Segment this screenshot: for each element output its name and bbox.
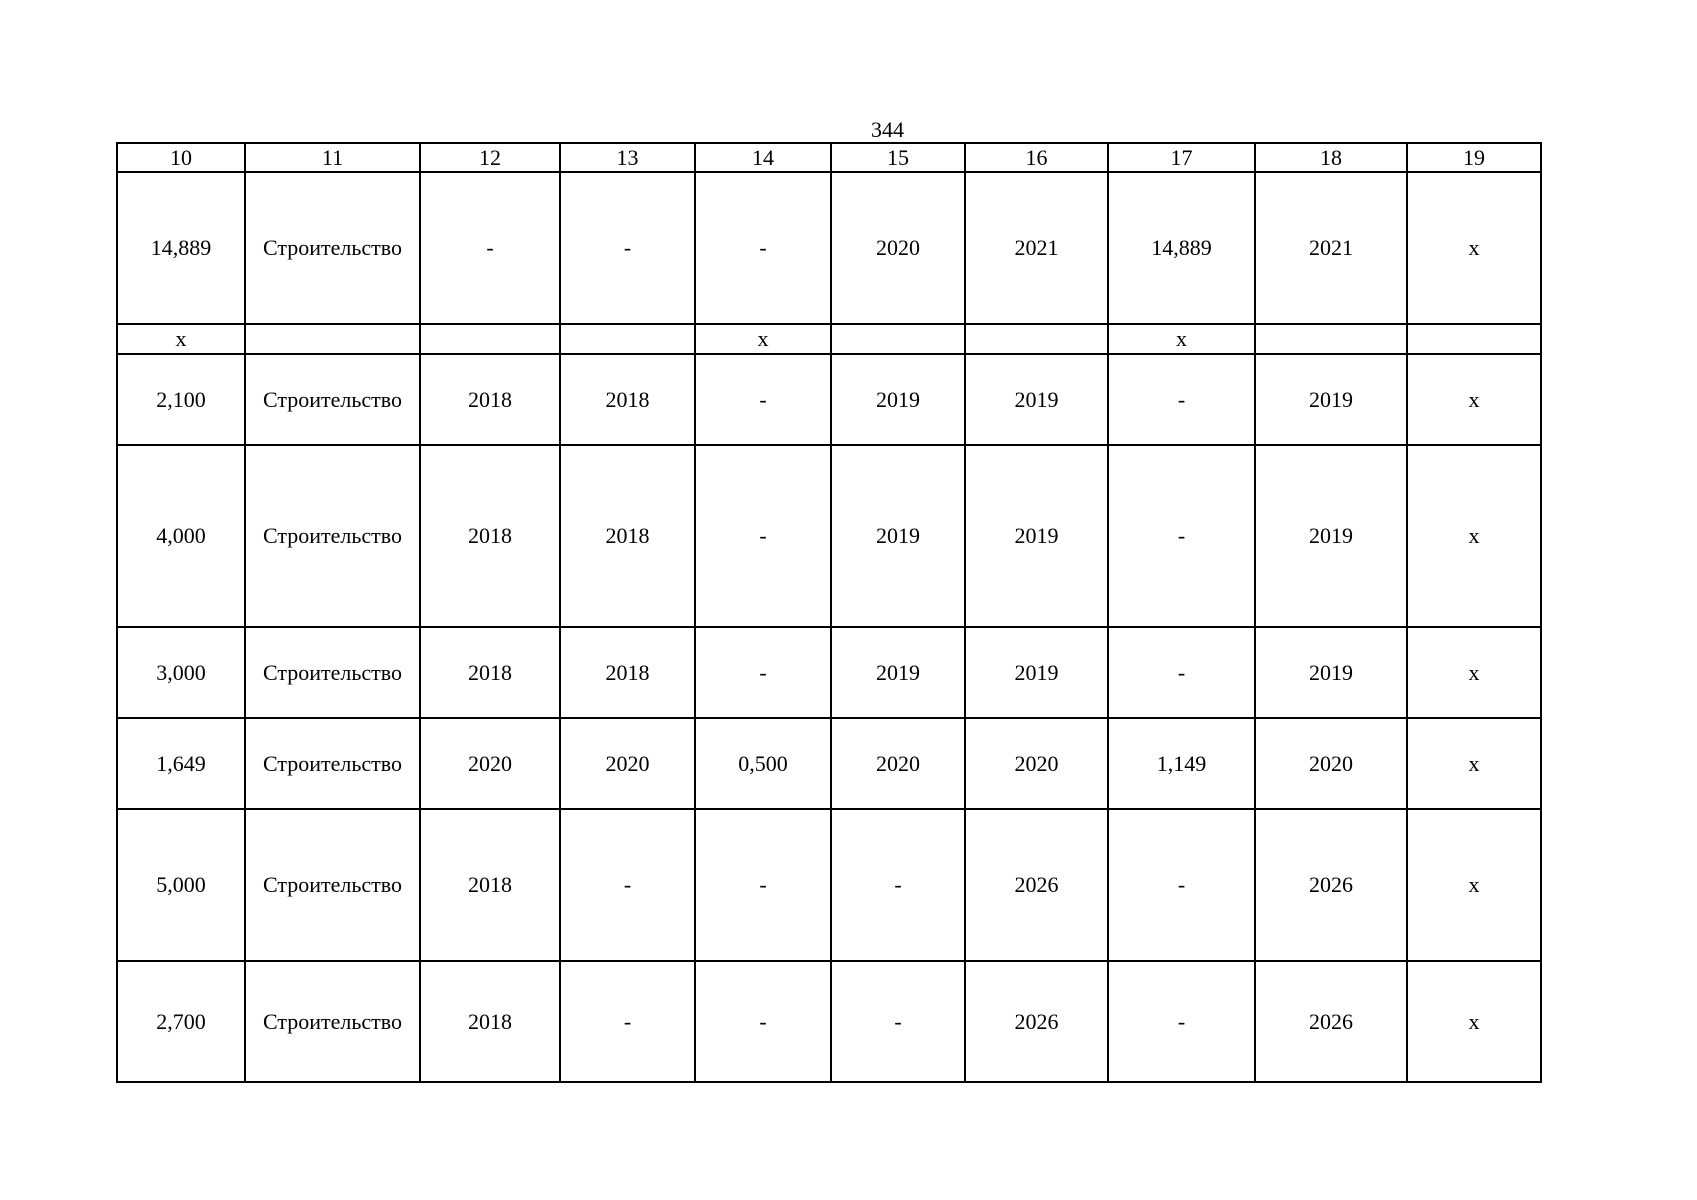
table-cell: - — [831, 809, 965, 961]
table-cell: - — [695, 445, 831, 627]
table-cell: 2019 — [831, 627, 965, 718]
table-cell: 14,889 — [1108, 172, 1255, 324]
table-cell: 2020 — [560, 718, 695, 809]
table-cell: х — [1407, 445, 1541, 627]
table-cell: х — [1407, 354, 1541, 445]
table-cell: 2021 — [965, 172, 1108, 324]
table-cell: 2021 — [1255, 172, 1407, 324]
column-header: 17 — [1108, 143, 1255, 172]
table-cell: - — [695, 961, 831, 1082]
table-cell: Строительство — [245, 445, 420, 627]
table-cell: Строительство — [245, 961, 420, 1082]
table-cell: 2018 — [420, 445, 560, 627]
column-header: 11 — [245, 143, 420, 172]
table-cell: 2026 — [965, 809, 1108, 961]
table-cell: Строительство — [245, 718, 420, 809]
table-cell: 2018 — [420, 961, 560, 1082]
table-cell: 2020 — [1255, 718, 1407, 809]
table-cell: х — [1407, 961, 1541, 1082]
header-row — [117, 143, 1541, 172]
table-row — [117, 354, 1541, 445]
table-cell: х — [1108, 324, 1255, 354]
column-header: 10 — [117, 143, 245, 172]
table-cell: 3,000 — [117, 627, 245, 718]
table-cell: 2019 — [1255, 354, 1407, 445]
table-cell: Строительство — [245, 172, 420, 324]
table-cell: 14,889 — [117, 172, 245, 324]
table-row — [117, 961, 1541, 1082]
table-cell: - — [1108, 445, 1255, 627]
table-cell: - — [560, 809, 695, 961]
table-cell: 5,000 — [117, 809, 245, 961]
table-cell: 0,500 — [695, 718, 831, 809]
table-cell: х — [1407, 809, 1541, 961]
table-cell: 2018 — [560, 445, 695, 627]
table-cell: - — [695, 172, 831, 324]
table-cell: 2020 — [965, 718, 1108, 809]
table-cell: - — [1108, 961, 1255, 1082]
table-cell: 2019 — [831, 354, 965, 445]
table-cell: 2020 — [420, 718, 560, 809]
table-cell: 2019 — [1255, 627, 1407, 718]
table-cell: х — [117, 324, 245, 354]
table-cell: 2019 — [831, 445, 965, 627]
table-cell: 2026 — [965, 961, 1108, 1082]
table-cell: Строительство — [245, 809, 420, 961]
table-cell: 1,149 — [1108, 718, 1255, 809]
table-cell — [245, 324, 420, 354]
table-cell — [560, 324, 695, 354]
table-cell: 2018 — [560, 627, 695, 718]
table-cell: х — [1407, 627, 1541, 718]
table-cell: 2018 — [560, 354, 695, 445]
table-cell: - — [420, 172, 560, 324]
table-cell: х — [695, 324, 831, 354]
table-cell: 2,700 — [117, 961, 245, 1082]
table-cell: 2,100 — [117, 354, 245, 445]
table-cell — [965, 324, 1108, 354]
column-header: 12 — [420, 143, 560, 172]
table-cell: - — [560, 172, 695, 324]
table-cell: Строительство — [245, 627, 420, 718]
column-header: 13 — [560, 143, 695, 172]
table-cell: 4,000 — [117, 445, 245, 627]
table-cell: - — [695, 627, 831, 718]
table-cell: - — [1108, 354, 1255, 445]
table-cell — [1407, 324, 1541, 354]
column-header: 15 — [831, 143, 965, 172]
table-cell: х — [1407, 718, 1541, 809]
table-row — [117, 718, 1541, 809]
table-cell: 2026 — [1255, 809, 1407, 961]
column-header: 18 — [1255, 143, 1407, 172]
table-row — [117, 172, 1541, 324]
table-cell: - — [831, 961, 965, 1082]
table-row — [117, 324, 1541, 354]
table-cell: 2019 — [965, 445, 1108, 627]
table-cell: 2020 — [831, 718, 965, 809]
table-cell — [420, 324, 560, 354]
table-cell: 2019 — [1255, 445, 1407, 627]
column-header: 16 — [965, 143, 1108, 172]
table-cell: 2020 — [831, 172, 965, 324]
table-cell — [831, 324, 965, 354]
page-number: 344 — [871, 117, 904, 142]
data-table — [116, 142, 1542, 1083]
table-cell: - — [1108, 809, 1255, 961]
table-cell: 2018 — [420, 354, 560, 445]
table-cell: 2019 — [965, 354, 1108, 445]
table-cell: 2026 — [1255, 961, 1407, 1082]
table-row — [117, 809, 1541, 961]
table-cell: 1,649 — [117, 718, 245, 809]
table-cell — [1255, 324, 1407, 354]
table-row — [117, 627, 1541, 718]
table-cell: - — [695, 809, 831, 961]
table-cell: 2018 — [420, 627, 560, 718]
table-cell: - — [560, 961, 695, 1082]
column-header: 19 — [1407, 143, 1541, 172]
table-row — [117, 445, 1541, 627]
table-cell: 2019 — [965, 627, 1108, 718]
table-cell: - — [1108, 627, 1255, 718]
table-cell: - — [695, 354, 831, 445]
table-cell: 2018 — [420, 809, 560, 961]
column-header: 14 — [695, 143, 831, 172]
table-cell: Строительство — [245, 354, 420, 445]
table-cell: х — [1407, 172, 1541, 324]
